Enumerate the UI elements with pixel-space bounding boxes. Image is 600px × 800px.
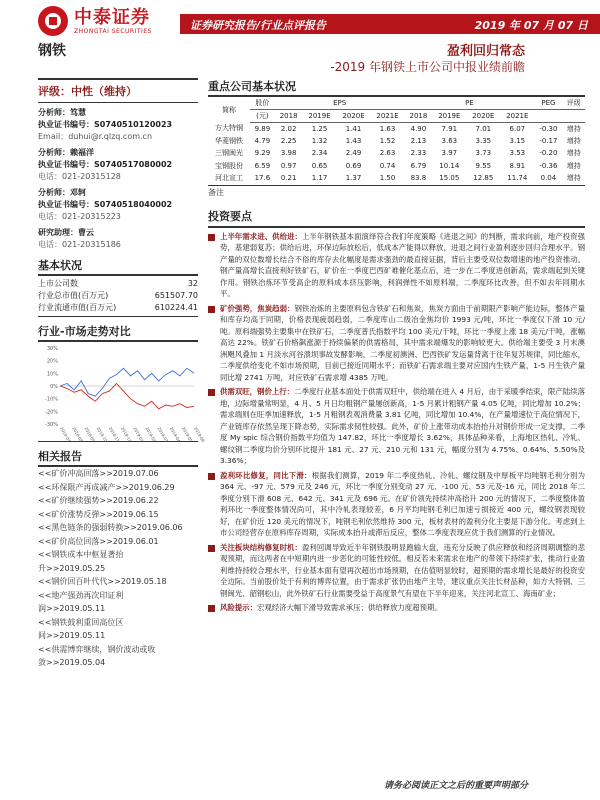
cell-price: 9.29: [254, 149, 271, 158]
basic-info-row: 行业总市值(百万元) 651507.70: [38, 291, 198, 300]
point-lead: 风险提示：: [220, 603, 257, 612]
cell-price: 17.6: [254, 174, 271, 183]
cell-value: 2.02: [280, 124, 297, 133]
related-report-link[interactable]: <<环保限产再成减产>>2019.06.29: [38, 482, 175, 492]
y-tick-label: 0%: [50, 384, 58, 390]
cell-value: 10.14: [439, 161, 460, 170]
related-report-link[interactable]: <<矿价继续强势>>2019.06.22: [38, 496, 159, 505]
table-note: 备注: [208, 185, 585, 198]
related-report-link[interactable]: <<黑色链条的强弱转换>>2019.06.06: [38, 523, 183, 532]
point-lead: 盈利环比修复，同比下滑：: [220, 470, 312, 480]
analyst-item: 分析师：赖福洋 执业证书编号：S0740517080002 电话：021-20315128: [38, 148, 173, 181]
point-lead: 矿价强势，焦炭趋弱：: [220, 303, 295, 313]
cell-value: 3.35: [475, 136, 492, 145]
x-tick-label: 2019-01: [132, 426, 145, 443]
cell-value: 15.05: [439, 174, 460, 183]
cell-value: 2.13: [410, 136, 427, 145]
table-row: [208, 147, 585, 160]
col-year: 2020E: [337, 110, 371, 123]
investment-point: [208, 602, 585, 614]
related-report-link[interactable]: <<钢铁成本中枢显著抬: [38, 550, 124, 559]
related-report-link[interactable]: <<供需博弈继续，钢价波动或收: [38, 644, 156, 654]
cell-peg: -0.36: [539, 161, 558, 170]
col-year: 2021E: [371, 110, 405, 123]
related-report-link[interactable]: 润>>2019.05.11: [38, 604, 106, 613]
point-text: 钢铁冶炼的主要原料包含铁矿石和焦炭，焦炭方面由于前期限产影响产能边际，整体产量和库存均高于同期，价格表现疲弱趋弱，二季度库山二级冶金焦均价 1993 元/吨，环比一季度仅下滑 10 元/吨。原料端强势主要集中在铁矿石，二季度普氏指数平均 100 美元/干吨，环比一季度上涨 18 美元/干吨，涨幅高达 22%。铁矿石价格飙涨源于持续偏紧的供需格局，其中需求端爆发的影响较更大。供给端主要受 3 月末澳洲飓风叠加 1 月淡水河谷溃坝事故发酵影响，二季度初澳洲、巴西铁矿发运量背离于往年复苏规律，同比缩水，二季度供给变化不如市场预期，目前已接近同期水平；而铁矿石需求端主要对应国内生铁产量，1-5 月生铁产量同比增 2741 万吨，对应铁矿石需求增 4385 万吨。: [220, 303, 585, 382]
col-year: 2018: [405, 110, 433, 123]
cell-peg: 0.04: [540, 174, 557, 183]
cell-value: 1.41: [345, 124, 362, 133]
x-tick-label: 2019-05: [180, 426, 194, 443]
cell-value: 1.52: [379, 136, 396, 145]
report-date: 2019 年 07 月 07 日: [474, 19, 588, 32]
trend-chart: [38, 344, 206, 443]
bullet-square-icon: [208, 234, 215, 241]
investment-point: [208, 470, 585, 539]
y-tick-label: -20%: [45, 409, 58, 416]
x-tick-label: 2018-09: [83, 426, 97, 443]
related-list: [38, 467, 198, 670]
point-text: 盈利回调导致近半年钢铁股明显跑输大盘，违充分反映了供应释放和经济周期调整的悲观预期，而这两者在中短期内进一步恶化的可能性较低。相反若未来需求在地产的带领下持续扩张，推动行业盈利维持持较合理水平，行业基本面有望再次超出市场预期，在估值明显较时，超预期的需求增长是最好的投资安全边际。当前股价处于有利的博弈位置，由于需求扩张仍由地产主导，建议重点关注长材品种，如方大特钢、三钢闽光、韶钢松山，此外铁矿石行业需要受益于高度景气有望在下半年迎来，关注河北宣工、海南矿业；: [220, 542, 585, 598]
cell-value: 3.53: [509, 149, 526, 158]
cell-peg: -0.17: [539, 136, 558, 145]
cell-value: 83.8: [410, 174, 427, 183]
series-line: [60, 384, 194, 409]
cell-name: 方大特钢: [215, 124, 244, 133]
right-column: [208, 78, 585, 614]
report-category: 证券研究报告/行业点评报告: [190, 19, 327, 32]
cell-value: 3.15: [509, 136, 526, 145]
industry-rating: 评级：中性（维持）: [38, 80, 198, 103]
cell-name: 华菱钢铁: [215, 136, 244, 145]
cell-rating: 增持: [566, 161, 581, 170]
point-text: 上半年钢铁基本面演绎符合我们年度策略《进退之间》的判断，需求向前，地产投资强势，基建弱复苏；供给后进，环保边际放松后，低成本产能得以释放，进退之间行业盈利逐步回归合理水平。钢产量的双位数增长结合不俗的库存去化幅度是需求强劲的最直接证据，背后主要受双位数增速的地产投资推动。钢产量高增长直接利好铁矿石，矿价在一季度巴西矿难催化基点后，进一步在二季度进创新高，需求端起到关键作用。钢铁冶炼环节受高企的原料成本挤压影响，利润弹性不如原料端，二季度环比改善，但不如去年同期水平。: [220, 231, 585, 298]
cell-value: 1.37: [345, 174, 362, 183]
report-category-bar: [180, 14, 600, 34]
related-report-link[interactable]: <<矿价高位回落>>2019.06.01: [38, 536, 159, 546]
col-pe: PE: [465, 99, 474, 107]
bullet-square-icon: [208, 306, 215, 313]
cell-value: 1.63: [379, 124, 396, 133]
table-row: [208, 160, 585, 173]
table-row: [208, 135, 585, 148]
bullet-square-icon: [208, 545, 215, 552]
cell-value: 4.90: [410, 124, 427, 133]
cell-value: 9.55: [475, 161, 492, 170]
bullet-square-icon: [208, 605, 215, 612]
report-title: 盈利回归常态: [446, 44, 525, 59]
cell-value: 3.63: [441, 136, 458, 145]
bullet-square-icon: [208, 389, 215, 396]
point-lead: 关注板块结构修复时机：: [220, 542, 302, 552]
x-tick-label: 2018-11: [107, 426, 121, 443]
cell-rating: 增持: [566, 124, 581, 133]
cell-price: 4.79: [254, 136, 271, 145]
cell-value: 8.91: [509, 161, 526, 170]
related-report-link[interactable]: 间>>2019.05.11: [38, 631, 106, 640]
table-row: [208, 122, 585, 135]
cell-value: 0.69: [345, 161, 362, 170]
col-eps: EPS: [333, 99, 347, 107]
related-report-link[interactable]: <<钢铁鼓利重回高位区: [38, 617, 124, 627]
cell-name: 三钢闽光: [215, 149, 244, 158]
cell-name: 河北宣工: [215, 174, 244, 183]
x-tick-label: 2019-03: [156, 426, 170, 443]
col-name: 简称: [222, 105, 237, 114]
cell-value: 1.25: [311, 124, 328, 133]
cell-value: 3.97: [441, 149, 458, 158]
investment-point: [208, 386, 585, 467]
related-report-link[interactable]: 升>>2019.05.25: [38, 563, 106, 573]
cell-value: 1.32: [311, 136, 328, 145]
cell-peg: -0.20: [539, 149, 558, 158]
cell-value: 0.97: [280, 161, 297, 170]
cell-value: 11.74: [507, 174, 528, 183]
cell-value: 2.49: [345, 149, 362, 158]
x-tick-label: 2019-02: [144, 426, 158, 443]
related-report-link[interactable]: <<钢价回百叶代代>>2019.05.18: [38, 577, 167, 586]
col-price: 股价: [255, 99, 270, 107]
point-lead: 供需双旺，钢价上行：: [220, 387, 295, 396]
cell-value: 1.43: [345, 136, 362, 145]
cell-value: 3.73: [475, 149, 492, 158]
col-price-unit: (元): [250, 110, 275, 123]
basic-info-row: 上市公司数 32: [38, 279, 198, 288]
cell-value: 1.17: [311, 174, 328, 183]
basic-info-table: [38, 276, 198, 317]
y-tick-label: 10%: [46, 371, 58, 378]
analyst-item: 研究助理：曹云 电话：021-20315186: [38, 228, 121, 249]
investment-point: [208, 231, 585, 300]
cell-peg: -0.30: [539, 124, 558, 133]
cell-value: 6.79: [410, 161, 427, 170]
companies-table: [208, 97, 585, 185]
point-text: 根据我们测算，2019 年二季度热轧、冷轧、螺纹钢及中厚板平均吨钢毛利分别为 364 元、-97 元、579 元及 246 元，环比一季度分别变动 27 元、-100 元、53 元及-16 元，同比 2018 年二季度分别下滑 608 元、642 元、341 元及 696 元。在矿价领先持续冲高抬升 200 元的情况下，二季度整体盈利环比一季度整体情况尚可，其中冷轧表现较差，6 月平均吨钢毛利已加速亏损接近 400 元，螺纹钢表现较好，在矿价近 120 美元的情况下，吨钢毛利依然维持 300 元，板材表材的盈利分化主要是下游分化。考虑到上市公司经营存在原料库存周期，实际成本抬升或滞后反应，整体二季度表现应优于我们测算的行业情况。: [220, 470, 585, 537]
analyst-item: 分析师：笃慧 执业证书编号：S0740510120023 Email：duhui@r.qlzq.com.cn: [38, 108, 173, 141]
cell-price: 9.89: [254, 124, 271, 133]
bullet-square-icon: [208, 473, 215, 480]
cell-name: 宝钢股份: [215, 161, 244, 170]
cell-value: 2.25: [280, 136, 297, 145]
table-row: [208, 172, 585, 185]
related-report-link[interactable]: 敛>>2019.05.04: [38, 658, 106, 667]
x-tick-label: 2018-08: [71, 426, 85, 443]
investment-point: [208, 303, 585, 384]
y-tick-label: -30%: [45, 422, 58, 428]
cell-rating: 增持: [566, 149, 581, 158]
trend-heading: 行业-市场走势对比: [38, 323, 198, 342]
basic-info-heading: 基本状况: [38, 257, 198, 276]
cell-value: 7.01: [475, 124, 492, 133]
analyst-list: [38, 107, 198, 251]
cell-value: 6.07: [509, 124, 526, 133]
logo-en: ZHONGTAI SECURITIES: [74, 27, 152, 35]
point-text: 二季度行业基本面处于供需双旺中，供给端在进入 4 月后，由于采暖季结束，限产陆续落地，边际增量常明显，4 月、5 月日均粗钢产量屡创新高，1-5 月累计粗钢产量 4.05 亿吨，同比增加 10.2%；需求端则在旺季加速释放，1-5 月粗钢表观消费量 3.81 亿吨，同比增加 10.4%，在产量增速位于高位情况下，产业链库存依然呈现下降态势，实际需求韧性较强。此外，矿价上涨带动成本抬抬升对钢价形成一定支撑，二季度 My spic 综合钢价指数平均值为 147.82，环比一季度增长 3.62%，具体品种来看，上海地区热轧、冷轧、螺纹钢二季度均价分别环比提升 181 元、27 元、210 元和 131 元，幅度分别为 4.75%、0.64%、5.50%及 3.36%；: [220, 387, 585, 465]
cell-value: 2.34: [311, 149, 328, 158]
footer-disclaimer: 请务必阅读正文之后的重要声明部分: [383, 781, 528, 791]
basic-info-row: 行业流通市值(百万元) 610224.41: [38, 303, 198, 312]
y-tick-label: 20%: [46, 358, 58, 365]
col-year: 2019E: [432, 110, 466, 123]
col-year: 2020E: [466, 110, 500, 123]
cell-value: 3.98: [280, 149, 297, 158]
companies-heading: 重点公司基本状况: [208, 78, 585, 97]
cell-value: 0.21: [280, 174, 297, 183]
cell-value: 7.91: [441, 124, 458, 133]
related-report-link[interactable]: <<矿价涨势反弹>>2019.06.15: [38, 509, 159, 519]
cell-value: 0.65: [311, 161, 328, 170]
cell-value: 2.63: [379, 149, 396, 158]
sector-label: 钢铁: [38, 43, 66, 59]
x-tick-label: 2018-07: [59, 426, 72, 443]
trend-chart-svg: [38, 344, 206, 443]
related-report-link[interactable]: <<矿价冲高回落>>2019.07.06: [38, 469, 159, 478]
col-year: 2019E: [303, 110, 337, 123]
left-column: [38, 78, 206, 670]
related-heading: 相关报告: [38, 448, 198, 467]
logo-mark-icon: [38, 6, 68, 36]
x-tick-label: 2019-06: [193, 426, 206, 443]
company-logo: [38, 6, 152, 36]
cell-value: 1.50: [379, 174, 396, 183]
col-rating: 评级: [566, 99, 581, 107]
investment-heading: 投资要点: [208, 208, 585, 228]
col-year: 2021E: [500, 110, 534, 123]
cell-price: 6.59: [254, 161, 271, 170]
point-text: 宏观经济大幅下滑导致需求承压；供给释放力度超预期。: [256, 603, 442, 612]
cell-value: 2.33: [410, 149, 427, 158]
x-tick-label: 2018-12: [120, 426, 133, 443]
point-lead: 上半年需求进、供给进：: [220, 231, 302, 241]
related-report-link[interactable]: <<地产强劲再次印证利: [38, 590, 124, 600]
investment-points: [208, 231, 585, 614]
cell-value: 0.74: [379, 161, 396, 170]
cell-rating: 增持: [566, 136, 581, 145]
x-tick-label: 2018-10: [95, 426, 109, 443]
series-line: [60, 368, 194, 396]
col-year: 2018: [275, 110, 303, 123]
x-tick-label: 2019-04: [168, 426, 182, 443]
cell-value: 12.85: [473, 174, 494, 183]
analyst-item: 分析师：邓轲 执业证书编号：S0740518040002 电话：021-20315223: [38, 188, 173, 221]
logo-cn: 中泰证券: [74, 6, 150, 28]
cell-rating: 增持: [566, 174, 581, 183]
y-tick-label: -10%: [45, 396, 58, 403]
col-peg: PEG: [541, 99, 556, 107]
y-tick-label: 30%: [46, 346, 58, 352]
report-subtitle: -2019 年钢铁上市公司中报业绩前瞻: [330, 60, 525, 74]
investment-point: [208, 542, 585, 600]
